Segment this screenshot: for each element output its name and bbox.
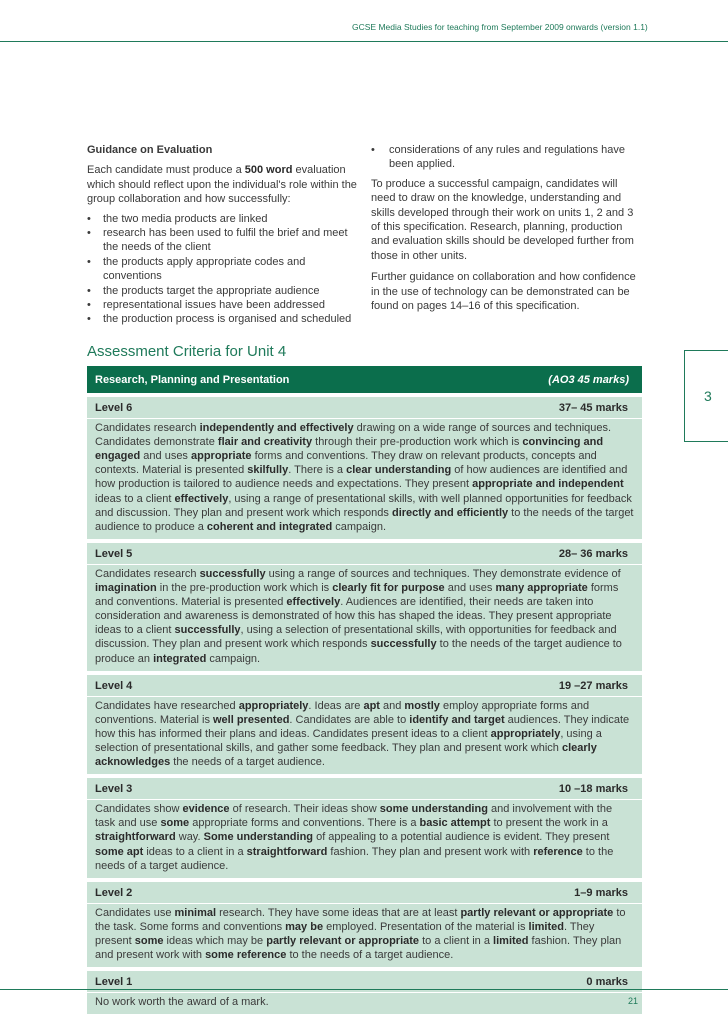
level-label: Level 6 (95, 402, 133, 414)
descriptor-text: . Ideas are (308, 699, 364, 712)
descriptor-text: the needs of a target audience. (170, 756, 325, 769)
page-number: 21 (628, 996, 639, 1006)
descriptor-keyword: clearly acknowledges (95, 741, 597, 769)
descriptor-keyword: Some understanding (203, 831, 314, 844)
list-item: • research has been used to fulfil the brief and meet the needs of the client (87, 226, 357, 255)
descriptor-text: of research. Their ideas show (229, 803, 380, 816)
descriptor-text: campaign. (332, 520, 387, 533)
table-row (87, 778, 642, 878)
descriptor-text: Candidates research (95, 567, 200, 580)
descriptor-keyword: successfully (174, 624, 241, 637)
list-item: • considerations of any rules and regulations have been applied. (371, 143, 643, 172)
descriptor-keyword: appropriate (191, 450, 252, 463)
descriptor-keyword: independently and effectively (199, 422, 354, 435)
descriptor-text: of appealing to a potential audience is evident. They present (313, 831, 610, 844)
level-descriptor (95, 995, 634, 1009)
right-bullet-list (371, 143, 643, 172)
descriptor-keyword: integrated (153, 652, 207, 665)
level-marks: 19 –27 marks (558, 679, 628, 692)
descriptor-keyword: appropriately (490, 727, 561, 740)
level-marks: 1–9 marks (574, 886, 628, 899)
header-rule (0, 41, 728, 42)
descriptor-text: ideas which may be (163, 935, 267, 947)
table-heading: Research, Planning and Presentation (95, 373, 290, 386)
list-item: • the products target the appropriate audience (87, 284, 357, 298)
level-label: Level 2 (95, 886, 133, 899)
descriptor-keyword: identify and target (409, 713, 505, 726)
descriptor-keyword: clear understanding (346, 464, 452, 477)
descriptor-text: to present the work in a (490, 817, 608, 830)
descriptor-text: forms and conventions. They draw on relevant products, concepts and contexts. Material is presented (95, 450, 597, 477)
descriptor-text: in the pre-production work which is (156, 582, 333, 595)
section-tab-number: 3 (704, 388, 712, 404)
descriptor-keyword: directly and efficiently (391, 506, 509, 519)
descriptor-keyword: effectively (286, 596, 341, 609)
level-header (87, 782, 642, 800)
section-title: Assessment Criteria for Unit 4 (87, 343, 287, 360)
descriptor-keyword: some (160, 817, 190, 830)
descriptor-text: using a range of sources and techniques. They demonstrate evidence of (265, 567, 621, 580)
table-row (87, 675, 642, 775)
level-rows (87, 397, 642, 1014)
descriptor-keyword: clearly fit for purpose (332, 582, 445, 595)
descriptor-text: Candidates show (95, 803, 183, 816)
descriptor-text: and (379, 699, 405, 712)
descriptor-keyword: apt (363, 699, 380, 712)
descriptor-text: to the task. Some forms and conventions (95, 906, 626, 933)
descriptor-keyword: convincing and engaged (95, 436, 604, 463)
list-item: • representational issues have been addressed (87, 298, 357, 312)
descriptor-keyword: reference (533, 845, 583, 858)
table-header (87, 366, 642, 393)
evaluation-bullet-list (87, 212, 357, 327)
descriptor-keyword: evidence (182, 803, 230, 816)
descriptor-keyword: partly relevant or appropriate (266, 935, 420, 947)
guidance-heading: Guidance on Evaluation (87, 144, 213, 156)
descriptor-text: to the needs of a target audience. (286, 949, 454, 962)
descriptor-keyword: many appropriate (495, 582, 588, 595)
table-row (87, 882, 642, 967)
descriptor-keyword: appropriate and independent (472, 478, 624, 491)
descriptor-text: way. (175, 831, 204, 844)
level-marks: 10 –18 marks (558, 783, 628, 796)
descriptor-text: , using a selection of presentational skills, with opportunities for feedback and discussion. They plan and present work which responds (95, 624, 617, 651)
descriptor-keyword: minimal (174, 906, 217, 919)
descriptor-text: Candidates research (95, 422, 200, 435)
descriptor-text: to a client in a (419, 935, 494, 947)
level-label: Level 3 (95, 783, 133, 796)
descriptor-keyword: partly relevant or appropriate (460, 906, 614, 919)
running-header: GCSE Media Studies for teaching from September 2009 onwards (version 1.1) (352, 22, 648, 32)
level-descriptor (95, 567, 634, 666)
descriptor-keyword: some understanding (379, 803, 488, 816)
table-marks: (AO3 45 marks) (548, 373, 629, 386)
descriptor-text: ideas to a client in a (143, 845, 247, 858)
guidance-left-column (87, 143, 357, 327)
descriptor-text: through their pre-production work which is (312, 436, 523, 449)
level-label: Level 1 (95, 976, 133, 989)
level-header (87, 547, 642, 565)
descriptor-keyword: straightforward (246, 845, 328, 858)
list-item: • the production process is organised and scheduled (87, 312, 357, 326)
table-row (87, 397, 642, 539)
assessment-table (87, 366, 642, 1014)
descriptor-keyword: coherent and integrated (206, 520, 333, 533)
level-descriptor (95, 421, 634, 534)
descriptor-keyword: some reference (205, 949, 287, 962)
descriptor-keyword: skilfully (247, 464, 289, 477)
level-header (87, 886, 642, 904)
descriptor-text: . There is a (288, 464, 347, 477)
intro-text-end: evaluation which should reflect upon the individual's role within the group collaboration and how successfully: (87, 164, 357, 206)
level-descriptor (95, 802, 634, 872)
level-marks: 28– 36 marks (558, 547, 628, 560)
descriptor-text: and involvement with the task and use (95, 803, 613, 830)
descriptor-text: . Audiences are identified, their needs are taken into consideration and awareness is demonstrated of how this has shaped the ideas. They present appropriate ideas to a client (95, 596, 612, 637)
descriptor-text: employ appropriate forms and conventions. Material is (95, 699, 590, 726)
descriptor-text: to the needs of the target audience to produce an (95, 638, 622, 665)
level-descriptor (95, 906, 634, 962)
descriptor-keyword: appropriately (238, 699, 309, 712)
descriptor-text: fashion. They plan and present work with (95, 935, 622, 962)
descriptor-keyword: some (134, 935, 164, 947)
level-label: Level 5 (95, 547, 133, 560)
level-header (87, 975, 642, 993)
guidance-right-column (371, 143, 643, 318)
descriptor-text: to the needs of the target audience to produce a (95, 506, 634, 533)
level-header (87, 679, 642, 697)
descriptor-text: campaign. (206, 652, 261, 665)
descriptor-keyword: effectively (174, 492, 229, 505)
descriptor-text: . They present (95, 920, 595, 947)
descriptor-text: and uses (444, 582, 496, 595)
descriptor-keyword: successfully (370, 638, 437, 651)
descriptor-keyword: successfully (199, 567, 266, 580)
descriptor-text: No work worth the award of a mark. (95, 996, 269, 1009)
campaign-paragraph: To produce a successful campaign, candidates will need to draw on the knowledge, understanding and skills developed through their work on units 1, 2 and 3 of this specification. Research, planning, production and evaluation skills should be developed further from those in other units. (371, 177, 634, 262)
intro-text: Each candidate must produce a (87, 164, 245, 177)
table-row (87, 971, 642, 1014)
intro-bold: 500 word (244, 164, 293, 177)
level-marks: 37– 45 marks (558, 402, 628, 414)
footer-rule (0, 989, 728, 990)
descriptor-keyword: limited (528, 920, 564, 933)
descriptor-text: Candidates use (95, 906, 175, 919)
descriptor-text: ideas to a client (95, 492, 175, 505)
table-row (87, 543, 642, 671)
descriptor-text: forms and conventions. Material is presented (95, 582, 619, 609)
descriptor-text: appropriate forms and conventions. There is a (189, 817, 420, 830)
descriptor-keyword: limited (493, 935, 529, 947)
descriptor-text: to the needs of a target audience. (95, 845, 614, 872)
guidance-intro (87, 163, 357, 206)
descriptor-text: of how audiences are identified and how production is tailored to audience needs and expectations. They present (95, 464, 628, 491)
descriptor-text: , using a range of presentational skills, with well planned opportunities for feedback and discussion. They plan and present work which responds (95, 492, 632, 519)
descriptor-text: fashion. They plan and present work with (327, 845, 534, 858)
descriptor-keyword: mostly (404, 699, 440, 712)
list-item: • the two media products are linked (87, 212, 357, 226)
descriptor-text: , using a selection of presentational skills, and gather some feedback. They plan and present work which (95, 727, 602, 754)
collaboration-paragraph: Further guidance on collaboration and how confidence in the use of technology can be demonstrated can be found on pages 14–16 of this specification. (371, 271, 636, 313)
level-marks: 0 marks (586, 976, 628, 989)
descriptor-keyword: basic attempt (419, 817, 491, 830)
descriptor-text: and uses (140, 450, 191, 463)
descriptor-text: research. They have some ideas that are at least (216, 906, 461, 919)
descriptor-text: Candidates have researched (95, 699, 239, 712)
descriptor-keyword: some apt (95, 845, 144, 858)
descriptor-keyword: may be (285, 920, 324, 933)
descriptor-text: drawing on a wide range of sources and techniques. Candidates demonstrate (95, 422, 612, 449)
level-label: Level 4 (95, 679, 133, 692)
descriptor-keyword: imagination (95, 582, 157, 595)
level-header (87, 401, 642, 419)
list-item: • the products apply appropriate codes and conventions (87, 255, 357, 284)
descriptor-keyword: straightforward (95, 831, 176, 844)
descriptor-keyword: well presented (213, 713, 290, 726)
descriptor-text: . Candidates are able to (289, 713, 410, 726)
descriptor-text: employed. Presentation of the material is (323, 920, 529, 933)
level-descriptor (95, 699, 634, 769)
descriptor-keyword: flair and creativity (217, 436, 313, 449)
descriptor-text: audiences. They indicate how this has informed their plans and ideas. Candidates present ideas to a client (95, 713, 630, 740)
